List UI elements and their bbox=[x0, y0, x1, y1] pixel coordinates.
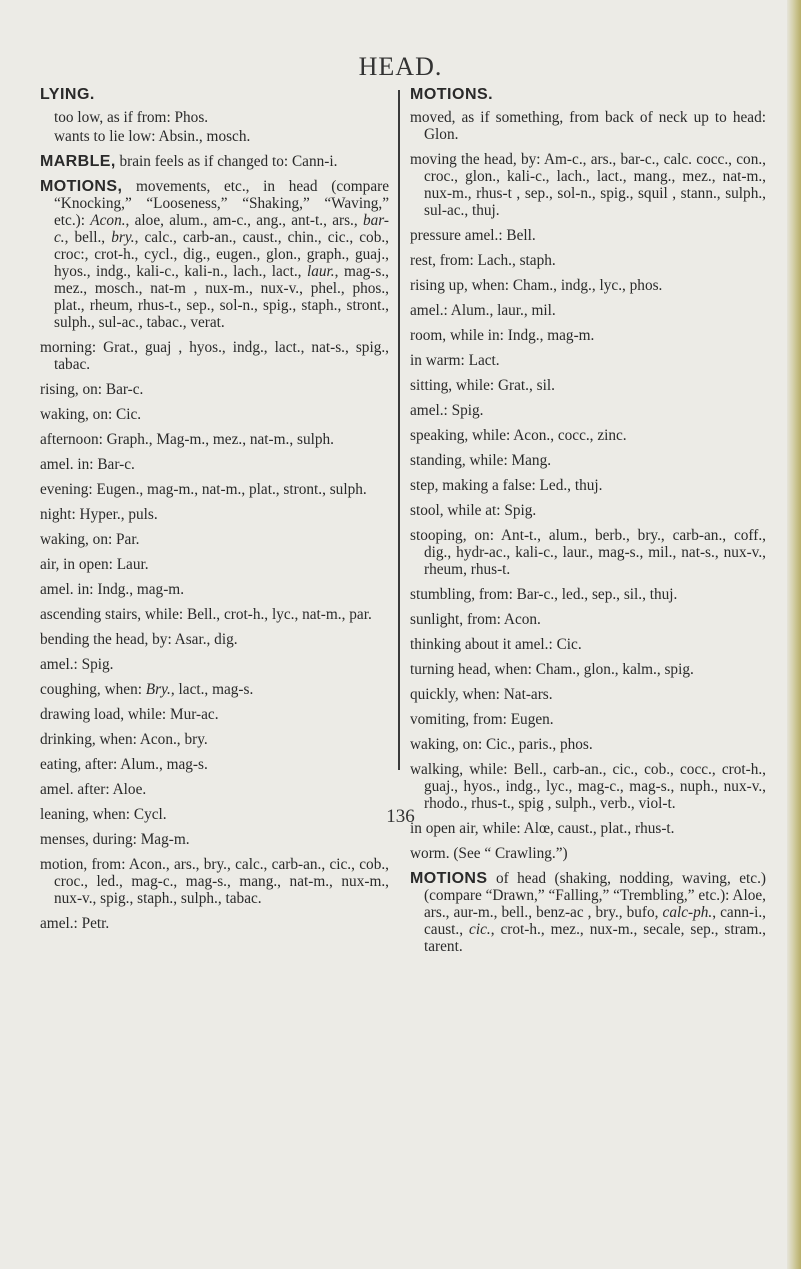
index-entry: pressure amel.: Bell. bbox=[410, 227, 536, 244]
index-entry: sitting, while: Grat., sil. bbox=[410, 377, 555, 394]
coughing-text-b: , lact., mag-s. bbox=[170, 681, 254, 698]
index-entry: moved, as if something, from back of neck up to head: Glon. bbox=[410, 109, 766, 143]
index-entry: amel.: Spig. bbox=[40, 656, 114, 673]
index-entry: speaking, while: Acon., cocc., zinc. bbox=[410, 427, 627, 444]
index-entry: worm. (See “ Crawling.”) bbox=[410, 845, 568, 862]
index-entry: amel. in: Bar-c. bbox=[40, 456, 135, 473]
index-entry: drinking, when: Acon., bry. bbox=[40, 731, 208, 748]
index-entry: rest, from: Lach., staph. bbox=[410, 252, 556, 269]
index-entry: step, making a false: Led., thuj. bbox=[410, 477, 603, 494]
entry-lying-low: too low, as if from: Phos. bbox=[54, 109, 209, 126]
index-entry: waking, on: Par. bbox=[40, 531, 140, 548]
rubric-motions2-title: MOTIONS bbox=[410, 870, 488, 887]
index-entry: in warm: Lact. bbox=[410, 352, 500, 369]
rubric-marble bbox=[40, 153, 389, 170]
index-entry: room, while in: Indg., mag-m. bbox=[410, 327, 595, 344]
index-entry: amel.: Spig. bbox=[410, 402, 484, 419]
rubric-marble-title: MARBLE, bbox=[40, 153, 116, 170]
motions-italic-c: bry. bbox=[111, 229, 135, 246]
index-entry: in open air, while: Alœ, caust., plat., rhus-t. bbox=[410, 820, 675, 837]
entry-coughing bbox=[40, 681, 389, 698]
index-entry: waking, on: Cic., paris., phos. bbox=[410, 736, 593, 753]
motions-italic-b: bar-c. bbox=[54, 212, 390, 246]
motions-text-e: , mag-s., mez., mosch., nat-m , nux-m., nux-v., phel., phos., plat., rheum, rhus-t., sep., sol-n., spig., staph., stront., sulph., sul-ac., tabac., verat. bbox=[54, 263, 389, 331]
index-entry: rising, on: Bar-c. bbox=[40, 381, 144, 398]
page-edge bbox=[787, 0, 801, 1269]
index-entry: stool, while at: Spig. bbox=[410, 502, 537, 519]
right-column bbox=[410, 86, 766, 963]
index-entry: bending the head, by: Asar., dig. bbox=[40, 631, 238, 648]
left-entry-list bbox=[40, 339, 389, 673]
index-entry: ascending stairs, while: Bell., crot-h., lyc., nat-m., par. bbox=[40, 606, 372, 623]
rubric-marble-text: brain feels as if changed to: Cann-i. bbox=[115, 153, 338, 170]
motions2-text-a: of head (shaking, nodding, waving, etc.) (compare “Drawn,” “Falling,” “Trembling,” etc.): Aloe, ars., aur-m., bell., benz-ac , bry., bufo, bbox=[424, 870, 766, 921]
index-entry: motion, from: Acon., ars., bry., calc., carb-an., cic., cob., croc., led., mag-c., mag-s., mang., nat-m., nux-m., nux-v., spig., staph., sulph., tabac. bbox=[40, 856, 389, 907]
rubric-motions-of-head bbox=[410, 870, 766, 955]
right-entry-list bbox=[410, 109, 766, 862]
index-entry: stooping, on: Ant-t., alum., berb., bry., carb-an., coff., dig., hydr-ac., kali-c., laur., mag-s., mil., nat-s., nux-v., rheum, rhus-t. bbox=[410, 527, 766, 578]
index-entry: standing, while: Mang. bbox=[410, 452, 552, 469]
motions2-text-c: , crot-h., mez., nux-m., secale, sep., stram., tarent. bbox=[424, 921, 767, 955]
index-entry: waking, on: Cic. bbox=[40, 406, 142, 423]
index-entry: eating, after: Alum., mag-s. bbox=[40, 756, 208, 773]
coughing-italic: Bry. bbox=[145, 681, 171, 698]
motions-italic-d: laur. bbox=[307, 263, 335, 280]
page-number: 136 bbox=[386, 806, 415, 827]
index-entry: leaning, when: Cycl. bbox=[40, 806, 167, 823]
index-entry: thinking about it amel.: Cic. bbox=[410, 636, 582, 653]
index-entry: sunlight, from: Acon. bbox=[410, 611, 541, 628]
index-entry: afternoon: Graph., Mag-m., mez., nat-m., sulph. bbox=[40, 431, 334, 448]
index-entry: quickly, when: Nat-ars. bbox=[410, 686, 553, 703]
motions-text-a: movements, etc., in head (compare “Knocking,” “Looseness,” “Shaking,” “Waving,” etc.): bbox=[54, 178, 389, 229]
column-divider bbox=[398, 90, 400, 770]
index-entry: amel. in: Indg., mag-m. bbox=[40, 581, 185, 598]
rubric-motions-title: MOTIONS, bbox=[40, 178, 123, 195]
running-head: HEAD. bbox=[358, 52, 443, 81]
rubric-motions bbox=[40, 178, 389, 331]
index-entry: morning: Grat., guaj , hyos., indg., lact., nat-s., spig., tabac. bbox=[40, 339, 389, 373]
index-entry: moving the head, by: Am-c., ars., bar-c., calc. cocc., con., croc., glon., kali-c., lach., lact., mang., mez., nat-m., nux-m., rhus-t , sep., sol-n., spig., squil , stann., sulph., sul-ac., thuj. bbox=[410, 151, 766, 219]
index-entry: stumbling, from: Bar-c., led., sep., sil., thuj. bbox=[410, 586, 678, 603]
index-entry: walking, while: Bell., carb-an., cic., cob., cocc., crot-h., guaj., hyos., indg., lyc., mag-c., mag-s., nuph., nux-v., rhodo., rhus-t., spig , sulph., verb., viol-t. bbox=[410, 761, 766, 812]
motions-text-c: , bell., bbox=[64, 229, 112, 246]
motions2-italic-b: cic. bbox=[469, 921, 491, 938]
index-entry: amel. after: Aloe. bbox=[40, 781, 147, 798]
index-entry: rising up, when: Cham., indg., lyc., phos. bbox=[410, 277, 663, 294]
section-heading-motions: MOTIONS. bbox=[410, 86, 494, 103]
motions2-italic-a: calc-ph. bbox=[662, 904, 713, 921]
section-heading-lying: LYING. bbox=[40, 86, 95, 103]
index-entry: amel.: Alum., laur., mil. bbox=[410, 302, 556, 319]
motions-italic-a: Acon. bbox=[90, 212, 126, 229]
entry-lie-low: wants to lie low: Absin., mosch. bbox=[54, 128, 251, 145]
index-entry: evening: Eugen., mag-m., nat-m., plat., stront., sulph. bbox=[40, 481, 367, 498]
index-entry: drawing load, while: Mur-ac. bbox=[40, 706, 219, 723]
index-entry: vomiting, from: Eugen. bbox=[410, 711, 554, 728]
motions-text-d: , calc., carb-an., caust., chin., cic., cob., croc:, crot-h., cycl., dig., eugen., glon., graph., guaj., hyos., indg., kali-c., kali-n., lach., lact., bbox=[54, 229, 389, 280]
index-entry: turning head, when: Cham., glon., kalm., spig. bbox=[410, 661, 694, 678]
index-entry: air, in open: Laur. bbox=[40, 556, 149, 573]
index-entry: amel.: Petr. bbox=[40, 915, 110, 932]
motions2-text-b: , cann-i., caust., bbox=[424, 904, 766, 938]
motions-text-b: , aloe, alum., am-c., ang., ant-t., ars., bbox=[125, 212, 363, 229]
coughing-text-a: coughing, when: bbox=[40, 681, 146, 698]
index-entry: night: Hyper., puls. bbox=[40, 506, 158, 523]
index-entry: menses, during: Mag-m. bbox=[40, 831, 190, 848]
